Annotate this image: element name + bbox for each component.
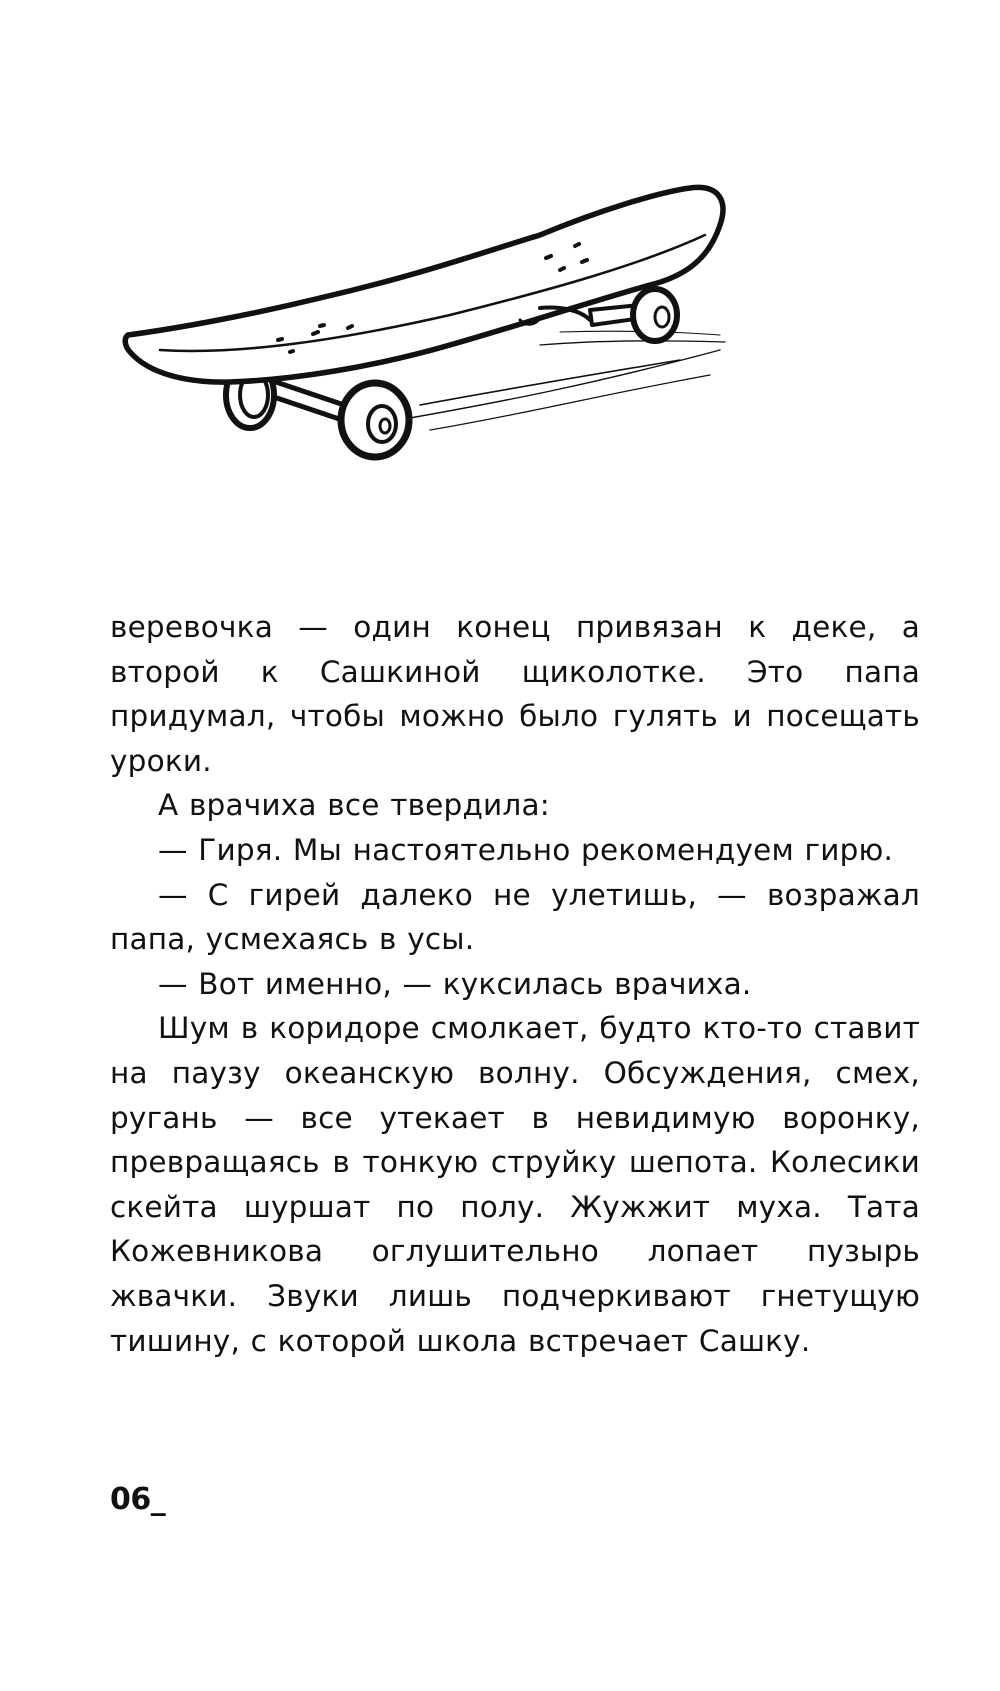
dialogue-line: — Вот именно, — куксилась врачиха.: [158, 966, 752, 1001]
dialogue-line: — С гирей далеко не улетишь, — возражал папа, усмехаясь в усы.: [110, 877, 920, 957]
body-text: [110, 605, 920, 1363]
paragraph: А врачиха все твердила:: [158, 788, 550, 823]
page-number: 06_: [110, 1482, 166, 1517]
paragraph: Шум в коридоре смолкает, будто кто-то ставит на паузу океанскую волну. Обсуждения, смех, ругань — все утекает в невидимую воронку, превращаясь в тонкую струйку шепота. Колесики скейта шуршат по полу. Жужжит муха. Тата Кожевникова оглушительно лопает пузырь жвачки. Звуки лишь подчеркивают гнетущую тишину, с которой школа встречает Сашку.: [110, 1011, 920, 1358]
paragraph: веревочка — один конец привязан к деке, а второй к Сашкиной щиколотке. Это папа придумал, чтобы можно было гулять и посещать уроки.: [110, 610, 920, 778]
skateboard-icon: [120, 180, 750, 510]
dialogue-line: — Гиря. Мы настоятельно рекомендуем гирю.: [158, 832, 894, 867]
